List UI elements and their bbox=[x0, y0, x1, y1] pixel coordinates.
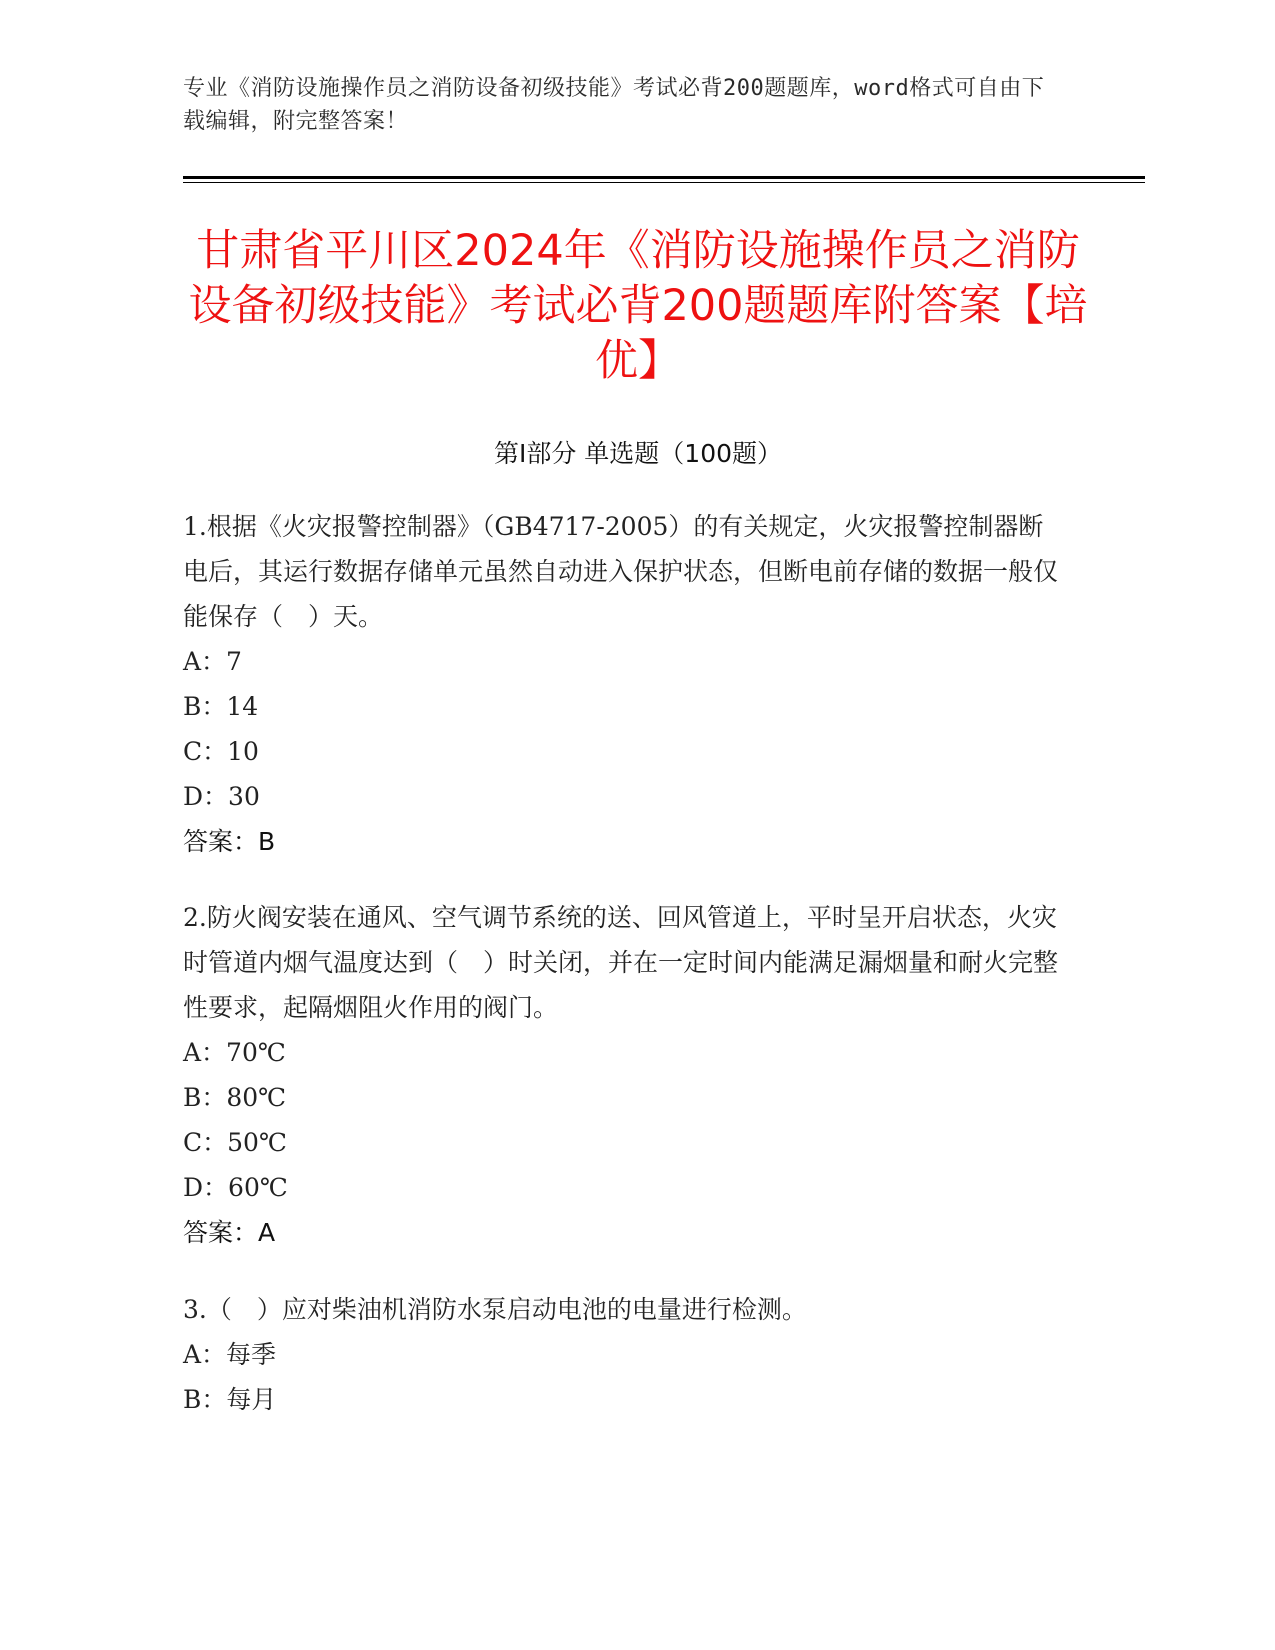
option-a: A：70℃ bbox=[183, 1038, 286, 1067]
option-a: A：每季 bbox=[183, 1340, 277, 1369]
answer: 答案：A bbox=[183, 1218, 276, 1247]
header-rule-thick bbox=[183, 176, 1145, 179]
header-note: 专业《消防设施操作员之消防设备初级技能》考试必背200题题库，word格式可自由下载编辑，附完整答案！ bbox=[183, 76, 1045, 134]
question-3 bbox=[183, 1287, 1063, 1422]
question-text: 2.防火阀安装在通风、空气调节系统的送、回风管道上，平时呈开启状态，火灾时管道内烟气温度达到（ ）时关闭，并在一定时间内能满足漏烟量和耐火完整性要求，起隔烟阻火作用的阀门。 bbox=[183, 903, 1059, 1022]
option-d: D：60℃ bbox=[183, 1173, 288, 1202]
question-text: 3.（ ）应对柴油机消防水泵启动电池的电量进行检测。 bbox=[183, 1295, 807, 1324]
option-d: D：30 bbox=[183, 782, 260, 811]
option-c: C：50℃ bbox=[183, 1128, 287, 1157]
option-a: A：7 bbox=[183, 647, 242, 676]
answer: 答案：B bbox=[183, 827, 276, 856]
document-title: 甘肃省平川区2024年《消防设施操作员之消防设备初级技能》考试必背200题题库附答案【培优】 bbox=[188, 226, 1088, 386]
option-c: C：10 bbox=[183, 737, 259, 766]
section-title: 第I部分 单选题（100题） bbox=[493, 439, 783, 468]
option-b: B：80℃ bbox=[183, 1083, 287, 1112]
header-rule-thin bbox=[183, 182, 1145, 183]
question-2 bbox=[183, 895, 1063, 1255]
question-text: 1.根据《火灾报警控制器》（GB4717-2005）的有关规定，火灾报警控制器断电后，其运行数据存储单元虽然自动进入保护状态，但断电前存储的数据一般仅能保存（ ）天。 bbox=[183, 512, 1059, 631]
option-b: B：每月 bbox=[183, 1385, 277, 1414]
question-1 bbox=[183, 504, 1063, 864]
option-b: B：14 bbox=[183, 692, 259, 721]
